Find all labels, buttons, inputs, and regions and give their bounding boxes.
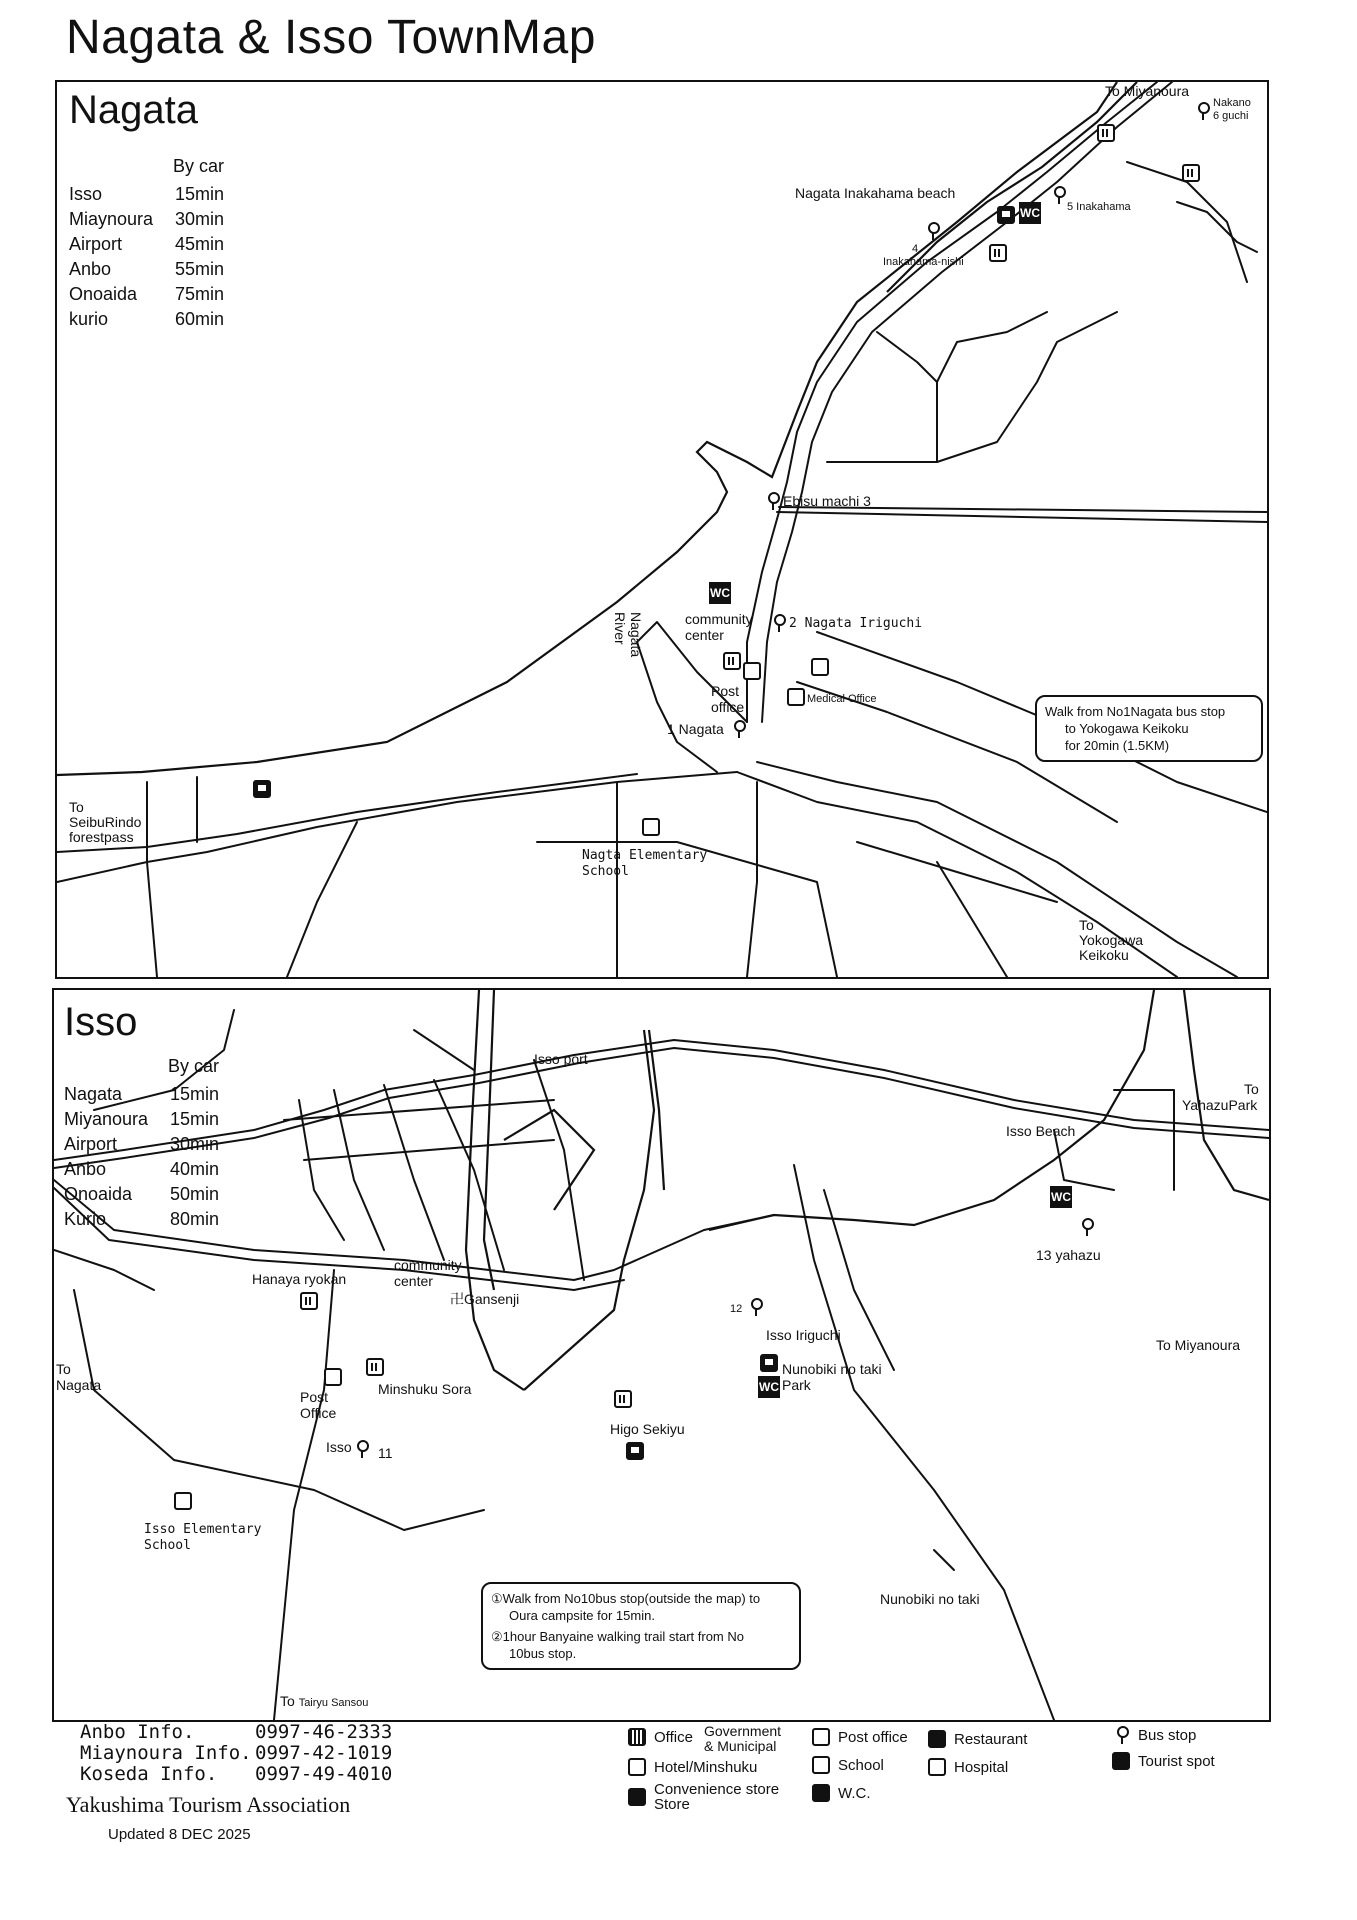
label-post-office-2: office bbox=[711, 699, 745, 715]
label-ebisu-machi: Ebisu machi 3 bbox=[783, 493, 871, 509]
hotel-icon[interactable] bbox=[1097, 124, 1115, 142]
drive-time-row: Miaynoura 30min bbox=[69, 209, 225, 229]
isso-walk-note: ①Walk from No10bus stop(outside the map) to Oura campsite for 15min. ②1hour Banyaine walking trail start from No 10bus stop. bbox=[481, 1582, 801, 1670]
legend-office: Office bbox=[628, 1728, 693, 1746]
bus-stop-icon[interactable] bbox=[927, 222, 939, 240]
legend-restaurant: Restaurant bbox=[928, 1730, 1027, 1748]
label-yokogawa: Yokogawa bbox=[1079, 932, 1144, 948]
post-office-icon[interactable] bbox=[324, 1368, 342, 1386]
label-community-center: community bbox=[685, 611, 753, 627]
label-to-yahazu: To bbox=[1244, 1081, 1259, 1097]
nagata-drive-times bbox=[69, 154, 224, 332]
label-community-center-2: center bbox=[685, 627, 724, 643]
tourist-spot-icon[interactable] bbox=[997, 206, 1015, 224]
label-to-tairyu: To Tairyu Sansou bbox=[280, 1693, 369, 1709]
label-nagata-stop-1: 1 Nagata bbox=[667, 721, 724, 737]
info-contacts bbox=[80, 1722, 392, 1785]
label-isso-school-2: School bbox=[144, 1538, 191, 1553]
hospital-icon[interactable] bbox=[811, 658, 829, 676]
label-isso-community: community bbox=[394, 1257, 462, 1273]
label-nagata-school: Nagta Elementary bbox=[582, 848, 708, 863]
page-title: Nagata & Isso TownMap bbox=[66, 11, 596, 64]
school-icon[interactable] bbox=[642, 818, 660, 836]
drive-time-row: Airport 30min bbox=[64, 1134, 220, 1154]
wc-icon[interactable]: WC bbox=[758, 1376, 780, 1398]
label-gansenji: 卍Gansenji bbox=[450, 1291, 520, 1307]
bus-stop-icon bbox=[1116, 1726, 1128, 1744]
label-medical-office: Medical Office bbox=[807, 693, 877, 705]
restaurant-icon bbox=[928, 1730, 946, 1748]
post-office-icon[interactable] bbox=[743, 662, 761, 680]
bus-stop-icon[interactable] bbox=[767, 492, 779, 510]
label-to-miyanoura: To Miyanoura bbox=[1156, 1337, 1241, 1353]
label-isso-community-2: center bbox=[394, 1273, 433, 1289]
drive-time-row: Airport 45min bbox=[69, 234, 225, 254]
legend-government: Government bbox=[704, 1723, 782, 1739]
legend-government-2: & Municipal bbox=[704, 1738, 777, 1754]
hospital-icon bbox=[928, 1758, 946, 1776]
drive-time-row: Onoaida 50min bbox=[64, 1184, 220, 1204]
drive-time-row: Isso 15min bbox=[69, 184, 225, 204]
legend-wc: W.C. bbox=[812, 1784, 871, 1802]
drive-time-row: Nagata 15min bbox=[64, 1084, 220, 1104]
map-legend bbox=[628, 1724, 1268, 1814]
label-nakano-6guchi: 6 guchi bbox=[1213, 110, 1249, 122]
hotel-icon[interactable] bbox=[989, 244, 1007, 262]
label-inakahama-stop: 5 Inakahama bbox=[1067, 201, 1131, 213]
legend-school: School bbox=[812, 1756, 884, 1774]
tourist-spot-icon[interactable] bbox=[760, 1354, 778, 1372]
wc-icon[interactable]: WC bbox=[1019, 202, 1041, 224]
info-row: Miaynoura Info. 0997-42-1019 bbox=[80, 1742, 393, 1764]
legend-bus-stop: Bus stop bbox=[1116, 1726, 1196, 1744]
label-nunobiki-park-2: Park bbox=[782, 1377, 811, 1393]
nagata-map-graphic bbox=[57, 82, 1267, 977]
wc-icon[interactable]: WC bbox=[1050, 1186, 1072, 1208]
legend-tourist-spot: Tourist spot bbox=[1112, 1752, 1215, 1770]
label-inakahama-nishi: Inakahama-nishi bbox=[883, 256, 964, 268]
school-icon bbox=[812, 1756, 830, 1774]
isso-by-car-header: By car bbox=[168, 1056, 220, 1076]
info-row: Koseda Info. 0997-49-4010 bbox=[80, 1763, 393, 1785]
office-icon bbox=[628, 1728, 646, 1746]
legend-convenience: Convenience store Store bbox=[628, 1782, 779, 1812]
label-nunobiki-park: Nunobiki no taki bbox=[782, 1361, 882, 1377]
drive-time-row: Anbo 55min bbox=[69, 259, 225, 279]
label-to-yokogawa: To bbox=[1079, 917, 1094, 933]
nagata-map-panel bbox=[55, 80, 1269, 979]
wc-icon bbox=[812, 1784, 830, 1802]
bus-stop-icon[interactable] bbox=[773, 614, 785, 632]
legend-hospital: Hospital bbox=[928, 1758, 1008, 1776]
campsite-icon[interactable] bbox=[253, 780, 271, 798]
drive-time-row: Miyanoura 15min bbox=[64, 1109, 220, 1129]
label-isso-post: Post bbox=[300, 1389, 329, 1405]
label-to-nagata-2: Nagata bbox=[56, 1377, 102, 1393]
label-inakahama-beach: Nagata Inakahama beach bbox=[795, 185, 956, 201]
hotel-icon[interactable] bbox=[366, 1358, 384, 1376]
bus-stop-icon[interactable] bbox=[1053, 186, 1065, 204]
drive-time-row: Onoaida 75min bbox=[69, 284, 225, 304]
label-to-nagata: To bbox=[56, 1361, 71, 1377]
label-isso-stop: Isso bbox=[326, 1439, 352, 1455]
label-to-miyanoura: To Miyanoura bbox=[1105, 83, 1190, 99]
convenience-store-icon bbox=[628, 1788, 646, 1806]
label-isso-beach: Isso Beach bbox=[1006, 1123, 1076, 1139]
hotel-icon[interactable] bbox=[300, 1292, 318, 1310]
label-nagata-iriguchi: 2 Nagata Iriguchi bbox=[789, 616, 923, 631]
hotel-icon[interactable] bbox=[614, 1390, 632, 1408]
label-isso-stop-11: 11 bbox=[378, 1445, 393, 1461]
hospital-icon[interactable] bbox=[787, 688, 805, 706]
bus-stop-icon[interactable] bbox=[1197, 102, 1209, 120]
wc-icon[interactable]: WC bbox=[709, 582, 731, 604]
hotel-icon bbox=[628, 1758, 646, 1776]
label-seiburindo: SeibuRindo bbox=[69, 814, 142, 830]
label-nagata-river: Nagata bbox=[628, 612, 644, 658]
label-forestpass: forestpass bbox=[69, 829, 134, 845]
drive-time-row: Kurio 80min bbox=[64, 1209, 220, 1229]
bus-stop-icon[interactable] bbox=[733, 720, 745, 738]
shrine-icon: 卍 bbox=[450, 1291, 464, 1307]
label-keikoku: Keikoku bbox=[1079, 947, 1129, 963]
drive-time-row: Anbo 40min bbox=[64, 1159, 220, 1179]
post-office-icon bbox=[812, 1728, 830, 1746]
label-stop-4: 4 bbox=[912, 243, 919, 255]
label-yahazu-park: YahazuPark bbox=[1182, 1097, 1258, 1113]
label-isso-port: Isso port bbox=[534, 1051, 588, 1067]
hotel-icon[interactable] bbox=[1182, 164, 1200, 182]
label-nakano: Nakano bbox=[1213, 97, 1251, 109]
label-isso-school: Isso Elementary bbox=[144, 1522, 262, 1537]
label-nagata-river-2: River bbox=[612, 612, 628, 645]
legend-hotel: Hotel/Minshuku bbox=[628, 1758, 757, 1776]
label-nagata-school-2: School bbox=[582, 864, 629, 879]
isso-map-panel bbox=[52, 988, 1271, 1722]
nagata-by-car-header: By car bbox=[173, 156, 225, 176]
hotel-icon[interactable] bbox=[723, 652, 741, 670]
label-to-seiburindo: To bbox=[69, 799, 84, 815]
label-yahazu-stop: 13 yahazu bbox=[1036, 1247, 1101, 1263]
association-name: Yakushima Tourism Association bbox=[66, 1792, 351, 1817]
isso-drive-times bbox=[64, 1054, 219, 1232]
nagata-title: Nagata bbox=[69, 88, 198, 132]
label-minshuku-sora: Minshuku Sora bbox=[378, 1381, 472, 1397]
label-stop-12: 12 bbox=[730, 1303, 743, 1315]
label-higo-sekiyu: Higo Sekiyu bbox=[610, 1421, 685, 1437]
bus-stop-icon[interactable] bbox=[356, 1440, 368, 1458]
isso-title: Isso bbox=[64, 1000, 138, 1044]
nagata-walk-note: Walk from No1Nagata bus stop to Yokogawa Keikoku for 20min (1.5KM) bbox=[1035, 695, 1263, 762]
info-row: Anbo Info. 0997-46-2333 bbox=[80, 1721, 393, 1743]
label-isso-post-2: Office bbox=[300, 1405, 337, 1421]
school-icon[interactable] bbox=[174, 1492, 192, 1510]
drive-time-row: kurio 60min bbox=[69, 309, 225, 329]
label-isso-iriguchi: Isso Iriguchi bbox=[766, 1327, 841, 1343]
convenience-store-icon[interactable] bbox=[626, 1442, 644, 1460]
tourist-spot-icon bbox=[1112, 1752, 1130, 1770]
updated-date: Updated 8 DEC 2025 bbox=[108, 1826, 251, 1843]
label-nunobiki-taki: Nunobiki no taki bbox=[880, 1591, 980, 1607]
label-hanaya-ryokan: Hanaya ryokan bbox=[252, 1271, 347, 1287]
legend-post: Post office bbox=[812, 1728, 908, 1746]
bus-stop-icon[interactable] bbox=[750, 1298, 762, 1316]
label-post-office: Post bbox=[711, 683, 740, 699]
bus-stop-icon[interactable] bbox=[1081, 1218, 1093, 1236]
